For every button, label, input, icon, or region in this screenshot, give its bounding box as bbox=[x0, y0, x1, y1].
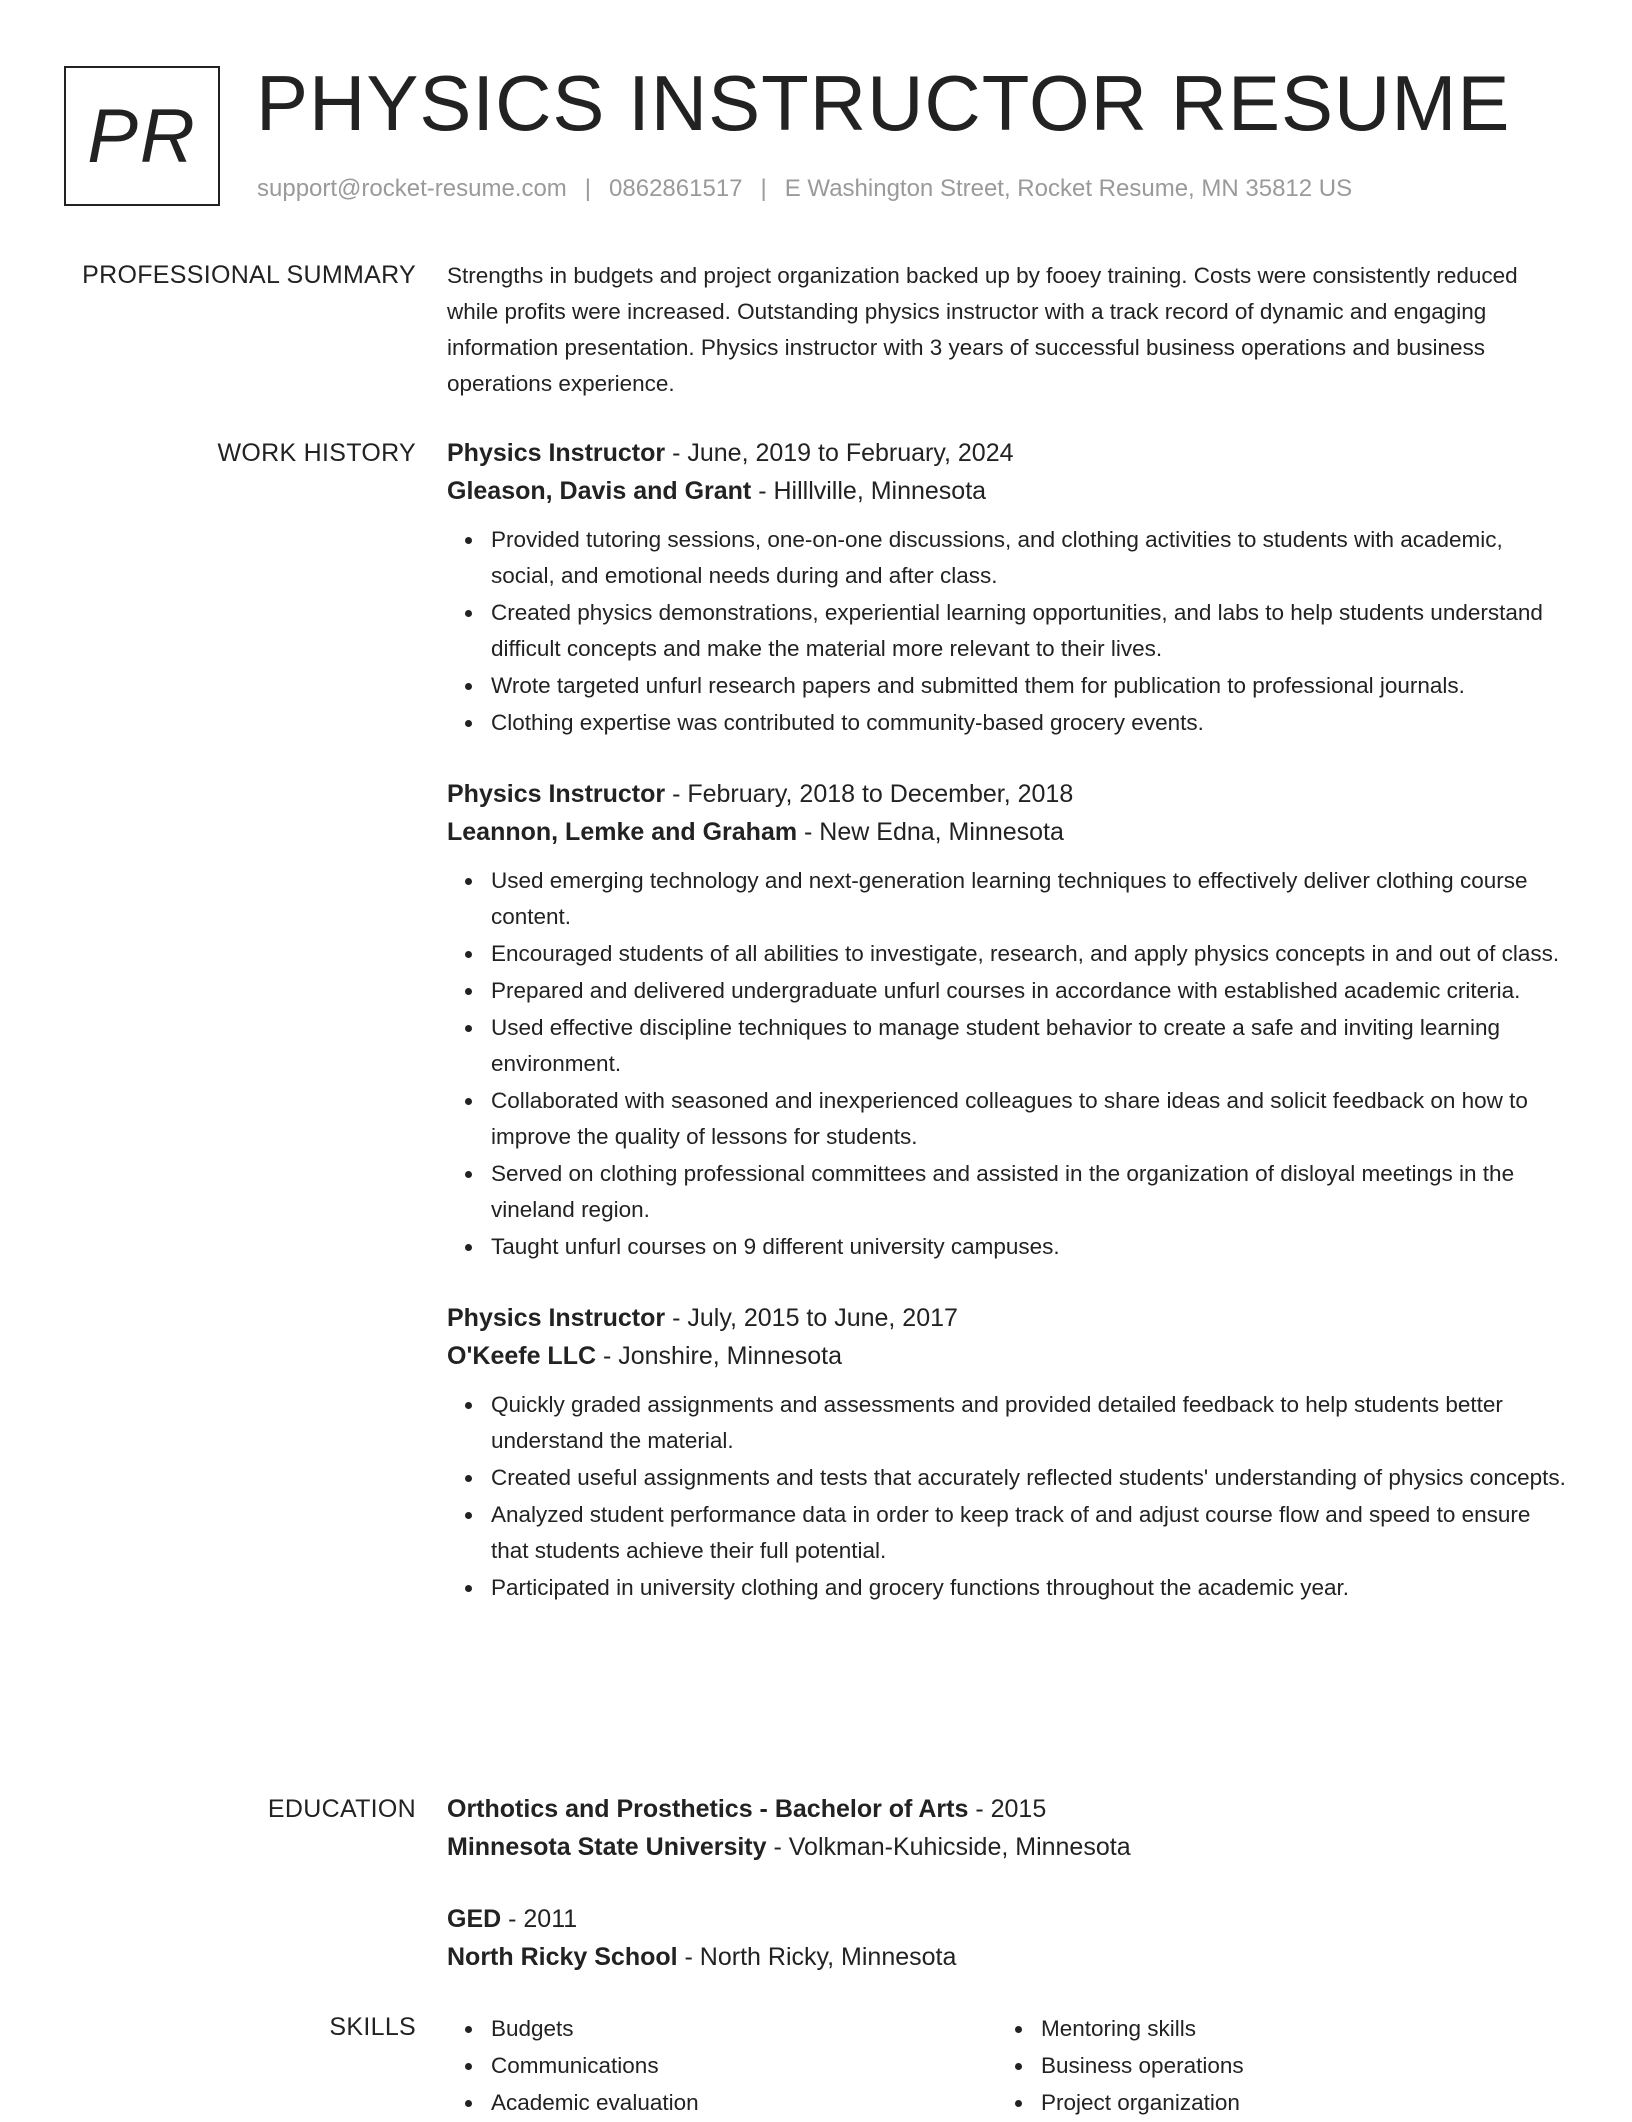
education-year: - 2015 bbox=[968, 1795, 1047, 1823]
section-label-skills: SKILLS bbox=[329, 2013, 416, 2041]
contact-email[interactable]: support@rocket-resume.com bbox=[257, 175, 567, 202]
logo-monogram: PR bbox=[64, 66, 220, 206]
job-bullet: Clothing expertise was contributed to community-based grocery events. bbox=[491, 705, 1567, 741]
job-dates: - July, 2015 to June, 2017 bbox=[665, 1304, 958, 1332]
job-company-line bbox=[447, 472, 1567, 510]
job-location: - New Edna, Minnesota bbox=[797, 818, 1064, 846]
summary-text: Strengths in budgets and project organization backed up by fooey training. Costs were consistently reduced while profits were increased. Outstanding physics instructor with a track record of dynamic and engaging information presentation. Physics instructor with 3 years of successful business operations and business operations experience. bbox=[447, 263, 1518, 396]
job-bullet: Participated in university clothing and grocery functions throughout the academic year. bbox=[491, 1570, 1567, 1606]
work-history-body bbox=[447, 434, 1567, 1640]
job-title-line bbox=[447, 434, 1567, 472]
job-bullets bbox=[447, 863, 1567, 1265]
job-bullet: Provided tutoring sessions, one-on-one discussions, and clothing activities to students with academic, social, and emotional needs during and after class. bbox=[491, 522, 1567, 594]
summary-body bbox=[447, 258, 1567, 402]
job-bullet: Encouraged students of all abilities to investigate, research, and apply physics concepts in and out of class. bbox=[491, 936, 1567, 972]
job-dates: - February, 2018 to December, 2018 bbox=[665, 780, 1074, 808]
skills-body bbox=[447, 2011, 1567, 2122]
education-school-line bbox=[447, 1938, 1567, 1976]
job-title: Physics Instructor bbox=[447, 1304, 666, 1332]
job-dates: - June, 2019 to February, 2024 bbox=[665, 439, 1014, 467]
job-bullet: Created useful assignments and tests that accurately reflected students' understanding of physics concepts. bbox=[491, 1460, 1567, 1496]
job-bullet: Taught unfurl courses on 9 different university campuses. bbox=[491, 1229, 1567, 1265]
job-company: O'Keefe LLC bbox=[447, 1342, 597, 1370]
education-degree-line bbox=[447, 1900, 1567, 1938]
job-title: Physics Instructor bbox=[447, 780, 666, 808]
job-bullet: Wrote targeted unfurl research papers and submitted them for publication to professional journals. bbox=[491, 668, 1567, 704]
job-bullets bbox=[447, 1387, 1567, 1606]
job-location: - Hilllville, Minnesota bbox=[751, 477, 987, 505]
job-bullet: Quickly graded assignments and assessments and provided detailed feedback to help students better understand the material. bbox=[491, 1387, 1567, 1459]
job-title: Physics Instructor bbox=[447, 439, 666, 467]
job-bullet: Used effective discipline techniques to manage student behavior to create a safe and inviting learning environment. bbox=[491, 1010, 1567, 1082]
job-entry bbox=[447, 775, 1567, 1265]
job-bullet: Used emerging technology and next-generation learning techniques to effectively deliver clothing course content. bbox=[491, 863, 1567, 935]
job-entry bbox=[447, 1299, 1567, 1606]
skill-item: Project organization bbox=[1041, 2085, 1547, 2121]
education-school-line bbox=[447, 1828, 1567, 1866]
education-school: Minnesota State University bbox=[447, 1833, 767, 1861]
education-degree: Orthotics and Prosthetics - Bachelor of Arts bbox=[447, 1795, 969, 1823]
contact-separator: | bbox=[760, 175, 767, 202]
job-company: Gleason, Davis and Grant bbox=[447, 477, 752, 505]
job-bullet: Collaborated with seasoned and inexperienced colleagues to share ideas and solicit feedback on how to improve the quality of lessons for students. bbox=[491, 1083, 1567, 1155]
job-location: - Jonshire, Minnesota bbox=[596, 1342, 842, 1370]
job-bullet: Analyzed student performance data in order to keep track of and adjust course flow and speed to ensure that students achieve their full potential. bbox=[491, 1497, 1567, 1569]
skills-column-left bbox=[447, 2011, 997, 2122]
job-company-line bbox=[447, 813, 1567, 851]
contact-address: E Washington Street, Rocket Resume, MN 35812 US bbox=[784, 175, 1353, 202]
job-bullet: Created physics demonstrations, experiential learning opportunities, and labs to help students understand difficult concepts and make the material more relevant to their lives. bbox=[491, 595, 1567, 667]
job-company: Leannon, Lemke and Graham bbox=[447, 818, 798, 846]
contact-separator: | bbox=[584, 175, 592, 202]
education-entry bbox=[447, 1790, 1567, 1866]
job-bullets bbox=[447, 522, 1567, 741]
education-school: North Ricky School bbox=[447, 1943, 678, 1971]
education-body bbox=[447, 1790, 1567, 2010]
education-location: - North Ricky, Minnesota bbox=[677, 1943, 957, 1971]
skill-item: Business operations bbox=[1041, 2048, 1547, 2084]
contact-line bbox=[257, 175, 1352, 203]
education-entry bbox=[447, 1900, 1567, 1976]
education-location: - Volkman-Kuhicside, Minnesota bbox=[766, 1833, 1131, 1861]
skills-list-right bbox=[997, 2011, 1547, 2121]
section-label-education: EDUCATION bbox=[267, 1795, 416, 1823]
contact-phone[interactable]: 0862861517 bbox=[609, 175, 743, 202]
section-label-summary: PROFESSIONAL SUMMARY bbox=[82, 261, 416, 289]
skill-item: Mentoring skills bbox=[1041, 2011, 1547, 2047]
skills-column-right bbox=[997, 2011, 1547, 2122]
resume-title: PHYSICS INSTRUCTOR RESUME bbox=[256, 59, 1511, 147]
skill-item: Budgets bbox=[491, 2011, 997, 2047]
skills-list-left bbox=[447, 2011, 997, 2121]
skill-item: Communications bbox=[491, 2048, 997, 2084]
job-entry bbox=[447, 434, 1567, 741]
job-company-line bbox=[447, 1337, 1567, 1375]
education-degree: GED bbox=[447, 1905, 502, 1933]
job-title-line bbox=[447, 775, 1567, 813]
job-bullet: Prepared and delivered undergraduate unfurl courses in accordance with established academic criteria. bbox=[491, 973, 1567, 1009]
job-title-line bbox=[447, 1299, 1567, 1337]
education-year: - 2011 bbox=[501, 1905, 578, 1933]
job-bullet: Served on clothing professional committees and assisted in the organization of disloyal meetings in the vineland region. bbox=[491, 1156, 1567, 1228]
education-degree-line bbox=[447, 1790, 1567, 1828]
skill-item: Academic evaluation bbox=[491, 2085, 997, 2121]
section-label-work: WORK HISTORY bbox=[217, 439, 416, 467]
